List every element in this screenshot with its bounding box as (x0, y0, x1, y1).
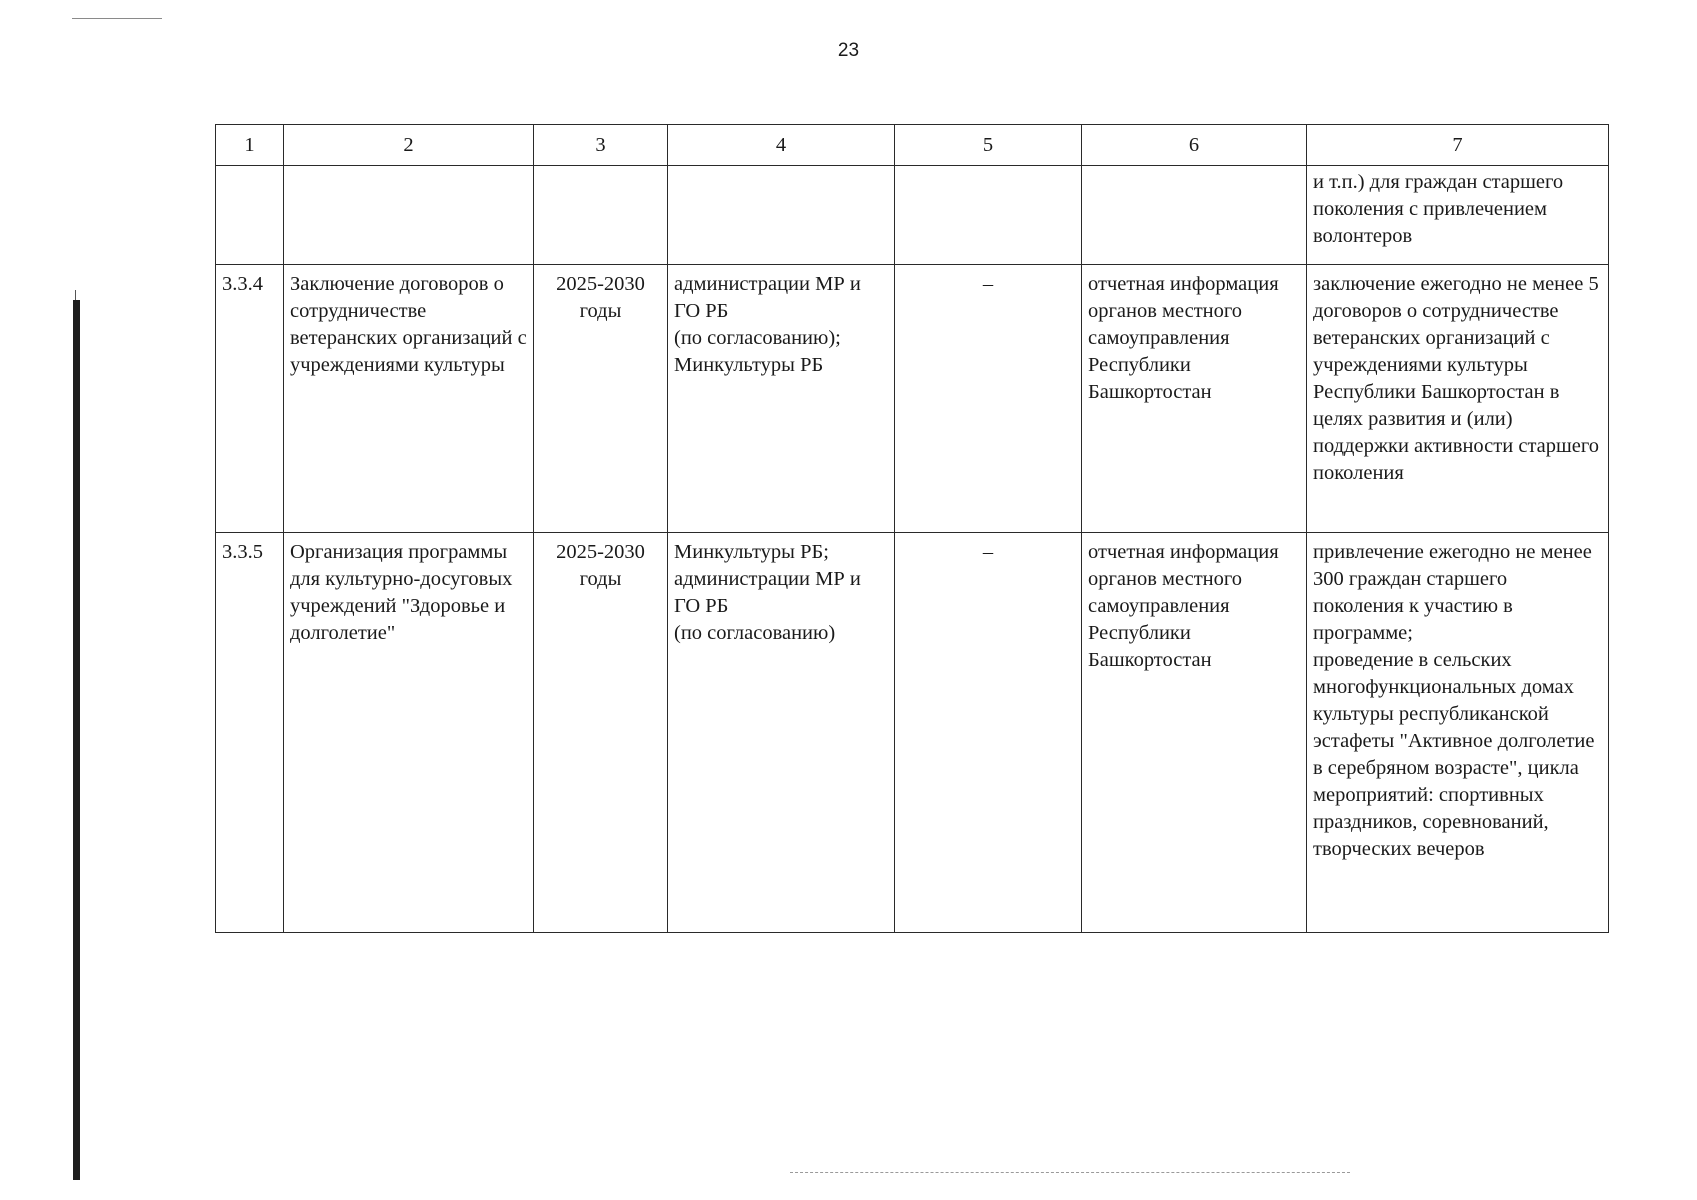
table-row (216, 265, 1609, 533)
header-cell: 4 (668, 125, 895, 166)
scan-artifact-line (72, 18, 162, 19)
header-cell: 7 (1307, 125, 1609, 166)
table-cell (284, 166, 534, 265)
table-row-continuation (216, 166, 1609, 265)
header-cell: 1 (216, 125, 284, 166)
scan-artifact-dash (790, 1172, 1350, 1173)
period-cell: 2025-2030 годы (534, 265, 668, 533)
plan-table (215, 124, 1609, 933)
reporting-cell: отчетная информация органов местного самоуправления Республики Башкортостан (1082, 265, 1307, 533)
header-cell: 2 (284, 125, 534, 166)
header-cell: 6 (1082, 125, 1307, 166)
funding-cell: – (895, 533, 1082, 933)
page-number: 23 (837, 40, 860, 61)
table-cell (668, 166, 895, 265)
result-cell: и т.п.) для граждан старшего поколения с привлечением волонтеров (1307, 166, 1609, 265)
funding-cell: – (895, 265, 1082, 533)
item-number-cell: 3.3.4 (216, 265, 284, 533)
result-cell: заключение ежегодно не менее 5 договоров о сотрудничестве ветеранских организаций с учреждениями культуры Республики Башкортостан в целях развития и (или) поддержки активности старшего поколения (1307, 265, 1609, 533)
table-cell (216, 166, 284, 265)
table-cell (895, 166, 1082, 265)
activity-title-cell: Заключение договоров о сотрудничестве ветеранских организаций с учреждениями культуры (284, 265, 534, 533)
period-cell: 2025-2030 годы (534, 533, 668, 933)
executors-cell: администрации МР и ГО РБ (по согласованию); Минкультуры РБ (668, 265, 895, 533)
executors-cell: Минкультуры РБ; администрации МР и ГО РБ (по согласованию) (668, 533, 895, 933)
item-number-cell: 3.3.5 (216, 533, 284, 933)
table-row (216, 533, 1609, 933)
result-cell: привлечение ежегодно не менее 300 граждан старшего поколения к участию в программе; проведение в сельских многофункциональных домах культуры республиканской эстафеты "Активное долголетие в серебряном возрасте", цикла мероприятий: спортивных праздников, соревнований, творческих вечеров (1307, 533, 1609, 933)
activity-title-cell: Организация программы для культурно-досуговых учреждений "Здоровье и долголетие" (284, 533, 534, 933)
table-header-row (216, 125, 1609, 166)
reporting-cell: отчетная информация органов местного самоуправления Республики Башкортостан (1082, 533, 1307, 933)
scan-artifact-binding-edge (73, 300, 80, 1180)
table-cell (534, 166, 668, 265)
header-cell: 5 (895, 125, 1082, 166)
header-cell: 3 (534, 125, 668, 166)
table-cell (1082, 166, 1307, 265)
